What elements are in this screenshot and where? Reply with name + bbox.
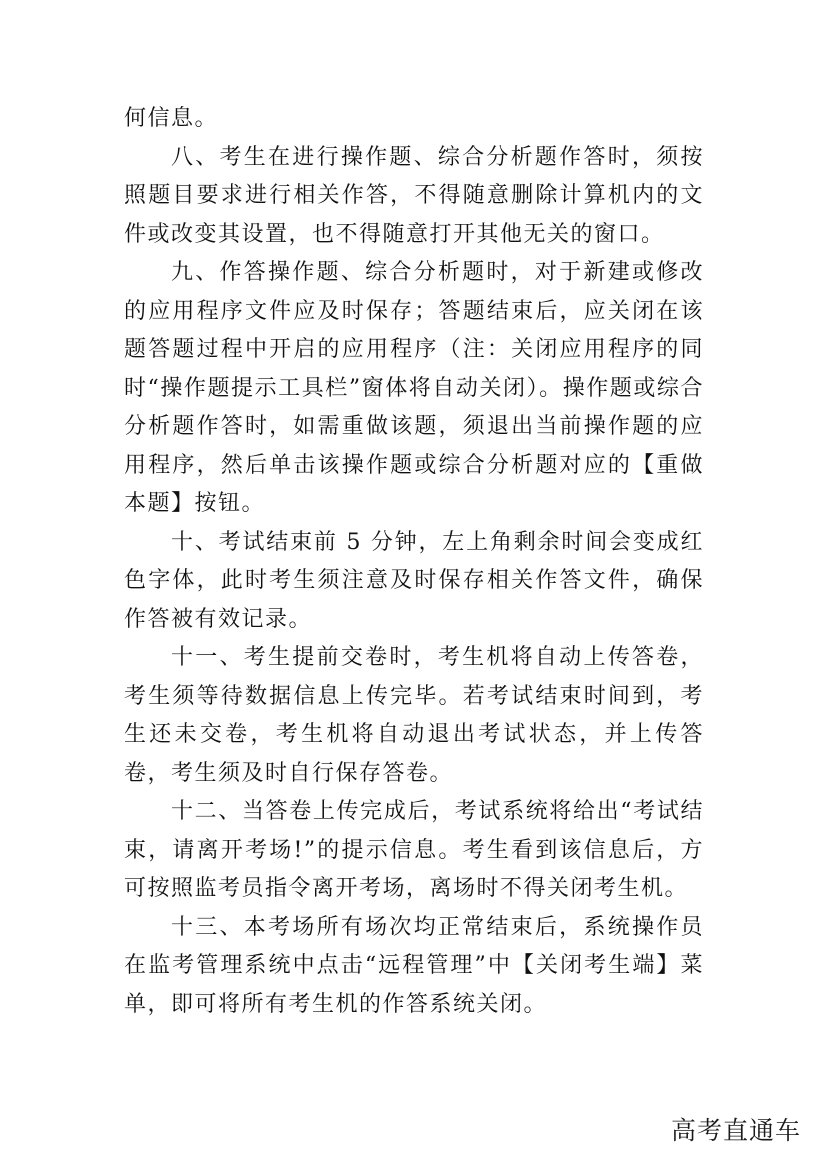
paragraph-item-8: 八、考生在进行操作题、综合分析题作答时，须按照题目要求进行相关作答，不得随意删除计算机内的文件或改变其设置，也不得随意打开其他无关的窗口。 <box>124 144 704 247</box>
paragraph-item-11: 十一、考生提前交卷时，考生机将自动上传答卷，考生须等待数据信息上传完毕。若考试结束时间到，考生还未交卷，考生机将自动退出考试状态，并上传答卷，考生须及时自行保存答卷。 <box>124 645 704 786</box>
paragraph-continuation: 何信息。 <box>124 106 219 131</box>
document-body <box>124 100 704 1024</box>
paragraph-item-13: 十三、本考场所有场次均正常结束后，系统操作员在监考管理系统中点击“远程管理”中【关闭考生端】菜单，即可将所有考生机的作答系统关闭。 <box>124 914 704 1017</box>
watermark-text: 高考直通车 <box>670 1116 801 1145</box>
paragraph-item-9: 九、作答操作题、综合分析题时，对于新建或修改的应用程序文件应及时保存；答题结束后，应关闭在该题答题过程中开启的应用程序（注：关闭应用程序的同时“操作题提示工具栏”窗体将自动关闭）。操作题或综合分析题作答时，如需重做该题，须退出当前操作题的应用程序，然后单击该操作题或综合分析题对应的【重做本题】按钮。 <box>124 260 704 516</box>
paragraph-item-10: 十、考试结束前 5 分钟，左上角剩余时间会变成红色字体，此时考生须注意及时保存相关作答文件，确保作答被有效记录。 <box>124 529 704 632</box>
paragraph-item-12: 十二、当答卷上传完成后，考试系统将给出“考试结束，请离开考场!”的提示信息。考生看到该信息后，方可按照监考员指令离开考场，离场时不得关闭考生机。 <box>124 799 704 901</box>
